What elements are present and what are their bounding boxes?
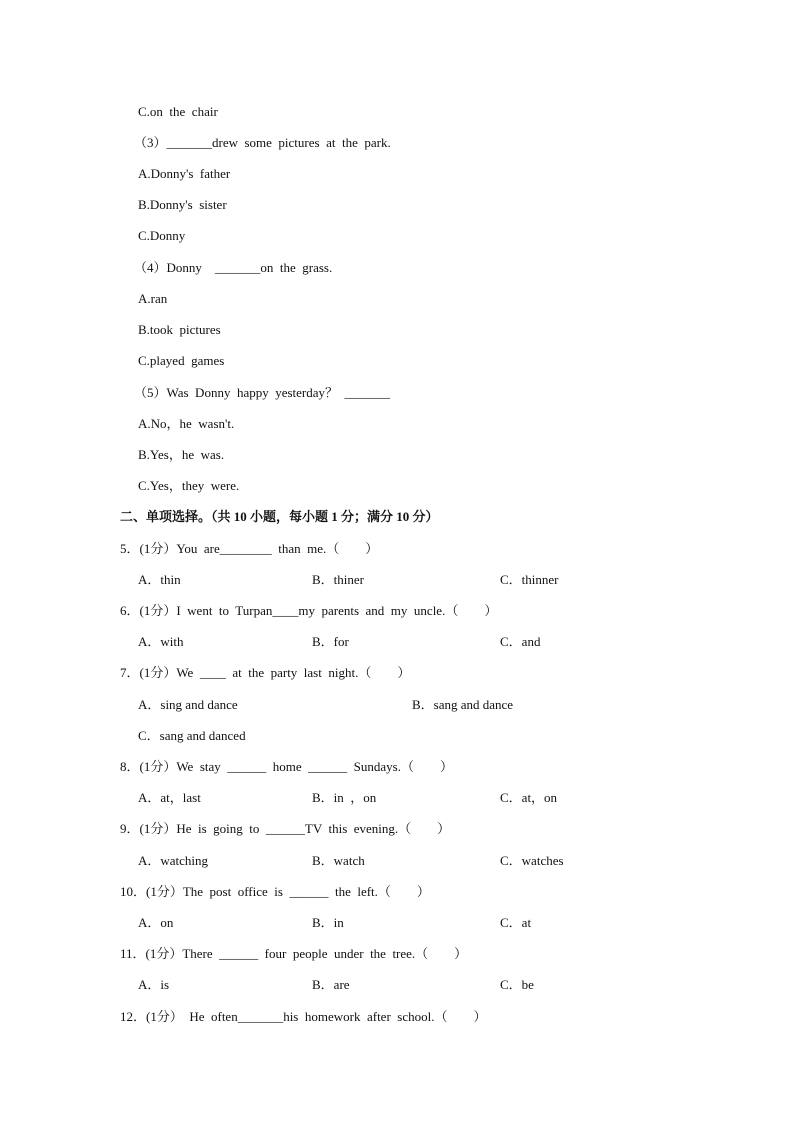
option-a: A．at，last — [138, 790, 201, 805]
option-a: A．sing and dance — [138, 697, 238, 712]
option-a: A．thin — [138, 572, 181, 587]
question-stem: 6．(1分）I went to Turpan____my parents and my uncle.（ ） — [120, 603, 498, 618]
reading-option: C.played games — [138, 353, 225, 368]
question-stem: 8．(1分）We stay ______ home ______ Sundays.（ ） — [120, 759, 453, 774]
reading-option: B.took pictures — [138, 322, 221, 337]
reading-option: C.Yes，they were. — [138, 478, 240, 493]
option-a: A．on — [138, 915, 174, 930]
option-b: B．sang and dance — [412, 697, 514, 712]
question-stem: 10．(1分）The post office is ______ the left.（ ） — [120, 884, 430, 899]
option-c: C．watches — [500, 853, 564, 868]
section-title: 二、单项选择。（共 10 小题，每小题 1 分；满分 10 分） — [120, 509, 439, 524]
reading-question: （4）Donny _______on the grass. — [134, 260, 333, 275]
question-stem: 12．(1分） He often_______his homework after school.（ ） — [120, 1009, 487, 1024]
reading-option: A.ran — [138, 291, 168, 306]
option-c: C．and — [500, 634, 541, 649]
option-b: B．thiner — [312, 572, 364, 587]
reading-option: B.Yes，he was. — [138, 447, 225, 462]
option-a: A．is — [138, 977, 170, 992]
option-b: B．in — [312, 915, 344, 930]
question-stem: 5．(1分）You are________ than me.（ ） — [120, 541, 379, 556]
option-c: C．at — [500, 915, 532, 930]
question-stem: 7．(1分）We ____ at the party last night.（ ） — [120, 665, 411, 680]
reading-option: A.No，he wasn't. — [138, 416, 235, 431]
reading-question: （3）_______drew some pictures at the park. — [134, 135, 391, 150]
reading-option: C.Donny — [138, 228, 186, 243]
question-stem: 11．(1分）There ______ four people under the tree.（ ） — [120, 946, 468, 961]
option-b: B．are — [312, 977, 350, 992]
option-c: C．thinner — [500, 572, 559, 587]
option-b: B．in ，on — [312, 790, 377, 805]
question-stem: 9．(1分）He is going to ______TV this evening.（ ） — [120, 821, 451, 836]
reading-option: B.Donny's sister — [138, 197, 227, 212]
option-c: C．sang and danced — [138, 728, 246, 743]
option-b: B．for — [312, 634, 349, 649]
option-a: A．watching — [138, 853, 209, 868]
reading-question: （5）Was Donny happy yesterday？ _______ — [134, 385, 391, 400]
option-c: C．at，on — [500, 790, 558, 805]
option-a: A．with — [138, 634, 184, 649]
option-c: C．be — [500, 977, 534, 992]
reading-option: C.on the chair — [138, 104, 218, 119]
reading-option: A.Donny's father — [138, 166, 231, 181]
option-b: B．watch — [312, 853, 365, 868]
